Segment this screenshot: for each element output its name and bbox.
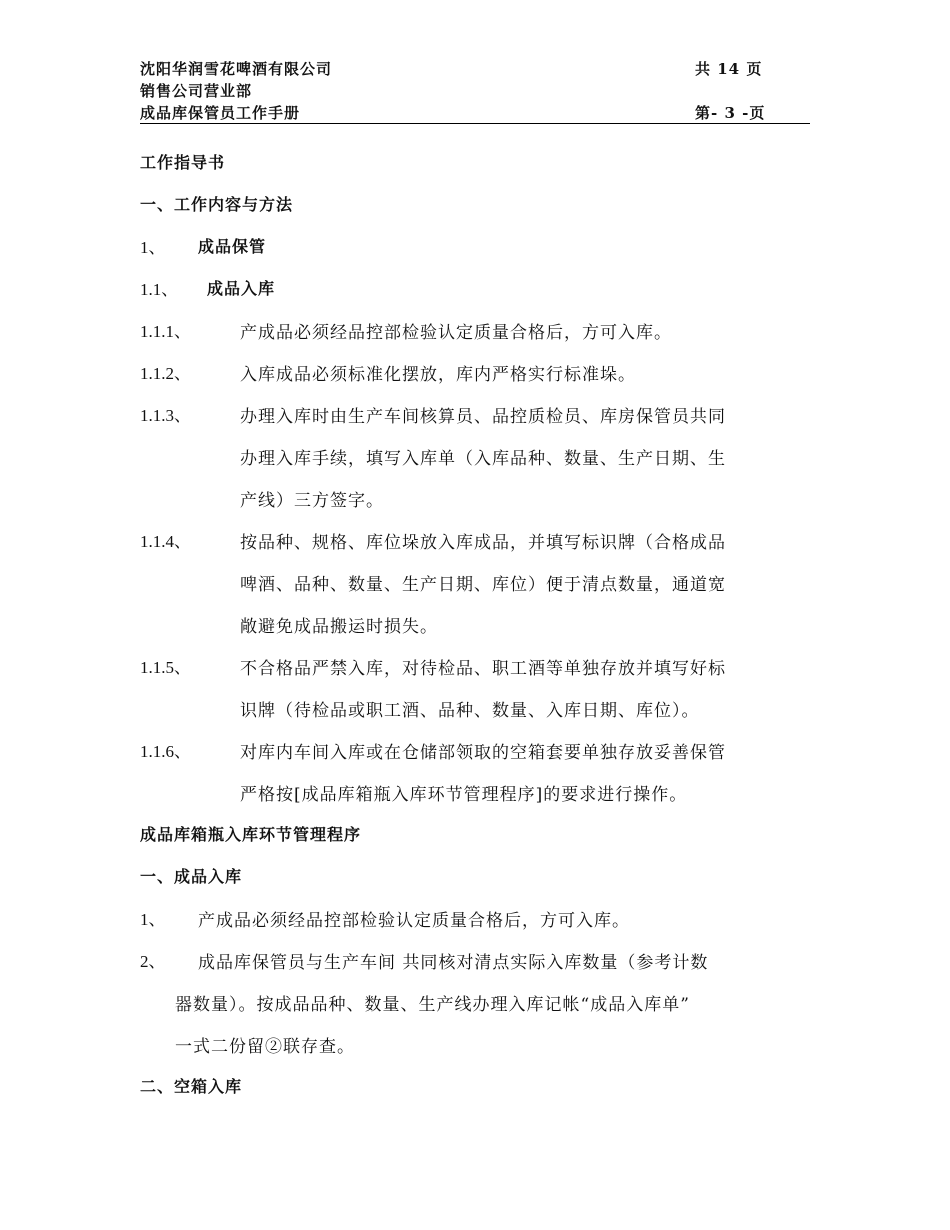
paragraph-line: 敞避免成品搬运时损失。 — [240, 617, 438, 637]
paragraph-line: 入库成品必须标准化摆放，库内严格实行标准垛。 — [240, 365, 636, 385]
paragraph-line: 产线）三方签字。 — [240, 491, 384, 511]
paragraph-line: 严格按[成品库箱瓶入库环节管理程序]的要求进行操作。 — [240, 785, 688, 805]
paragraph-line: 识牌（待检品或职工酒、品种、数量、入库日期、库位）。 — [240, 701, 700, 721]
section-heading: 二、空箱入库 — [140, 1077, 243, 1096]
section-heading: 一、工作内容与方法 — [140, 195, 294, 214]
document-title: 成品库保管员工作手册 — [140, 104, 301, 122]
paragraph-line: 产成品必须经品控部检验认定质量合格后，方可入库。 — [198, 911, 630, 931]
department-name: 销售公司营业部 — [140, 82, 253, 100]
paragraph-line: 办理入库时由生产车间核算员、品控质检员、库房保管员共同 — [240, 407, 726, 427]
paragraph-line: 不合格品严禁入库，对待检品、职工酒等单独存放并填写好标 — [240, 659, 726, 679]
item-number: 1.1.4、 — [140, 532, 191, 551]
item-number: 1.1.1、 — [140, 322, 191, 341]
total-pages: 共 14 页 — [695, 60, 763, 78]
company-name: 沈阳华润雪花啤酒有限公司 — [140, 60, 333, 78]
item-number: 1.1.3、 — [140, 406, 191, 425]
paragraph-line: 按品种、规格、库位垛放入库成品，并填写标识牌（合格成品 — [240, 533, 726, 553]
header-rule — [140, 123, 810, 124]
procedure-title: 成品库箱瓶入库环节管理程序 — [140, 825, 362, 844]
paragraph-line: 啤酒、品种、数量、生产日期、库位）便于清点数量，通道宽 — [240, 575, 726, 595]
item-number: 1、 — [140, 910, 166, 929]
item-number: 1.1、 — [140, 280, 179, 299]
paragraph-line: 产成品必须经品控部检验认定质量合格后，方可入库。 — [240, 323, 672, 343]
item-number: 1.1.5、 — [140, 658, 191, 677]
paragraph-line: 对库内车间入库或在仓储部领取的空箱套要单独存放妥善保管 — [240, 743, 726, 763]
section-heading: 一、成品入库 — [140, 867, 243, 886]
item-text: 成品入库 — [207, 279, 276, 298]
paragraph-line: 办理入库手续，填写入库单（入库品种、数量、生产日期、生 — [240, 449, 726, 469]
paragraph-line: 器数量）。按成品品种、数量、生产线办理入库记帐“成品入库单” — [175, 995, 690, 1015]
item-number: 1、 — [140, 238, 166, 257]
guide-title: 工作指导书 — [140, 153, 226, 172]
paragraph-line: 成品库保管员与生产车间 共同核对清点实际入库数量（参考计数 — [198, 953, 709, 973]
item-number: 1.1.6、 — [140, 742, 191, 761]
item-number: 1.1.2、 — [140, 364, 191, 383]
item-number: 2、 — [140, 952, 166, 971]
page-number: 第- 3 -页 — [695, 104, 766, 122]
paragraph-line: 一式二份留②联存查。 — [175, 1037, 355, 1057]
item-text: 成品保管 — [198, 237, 267, 256]
